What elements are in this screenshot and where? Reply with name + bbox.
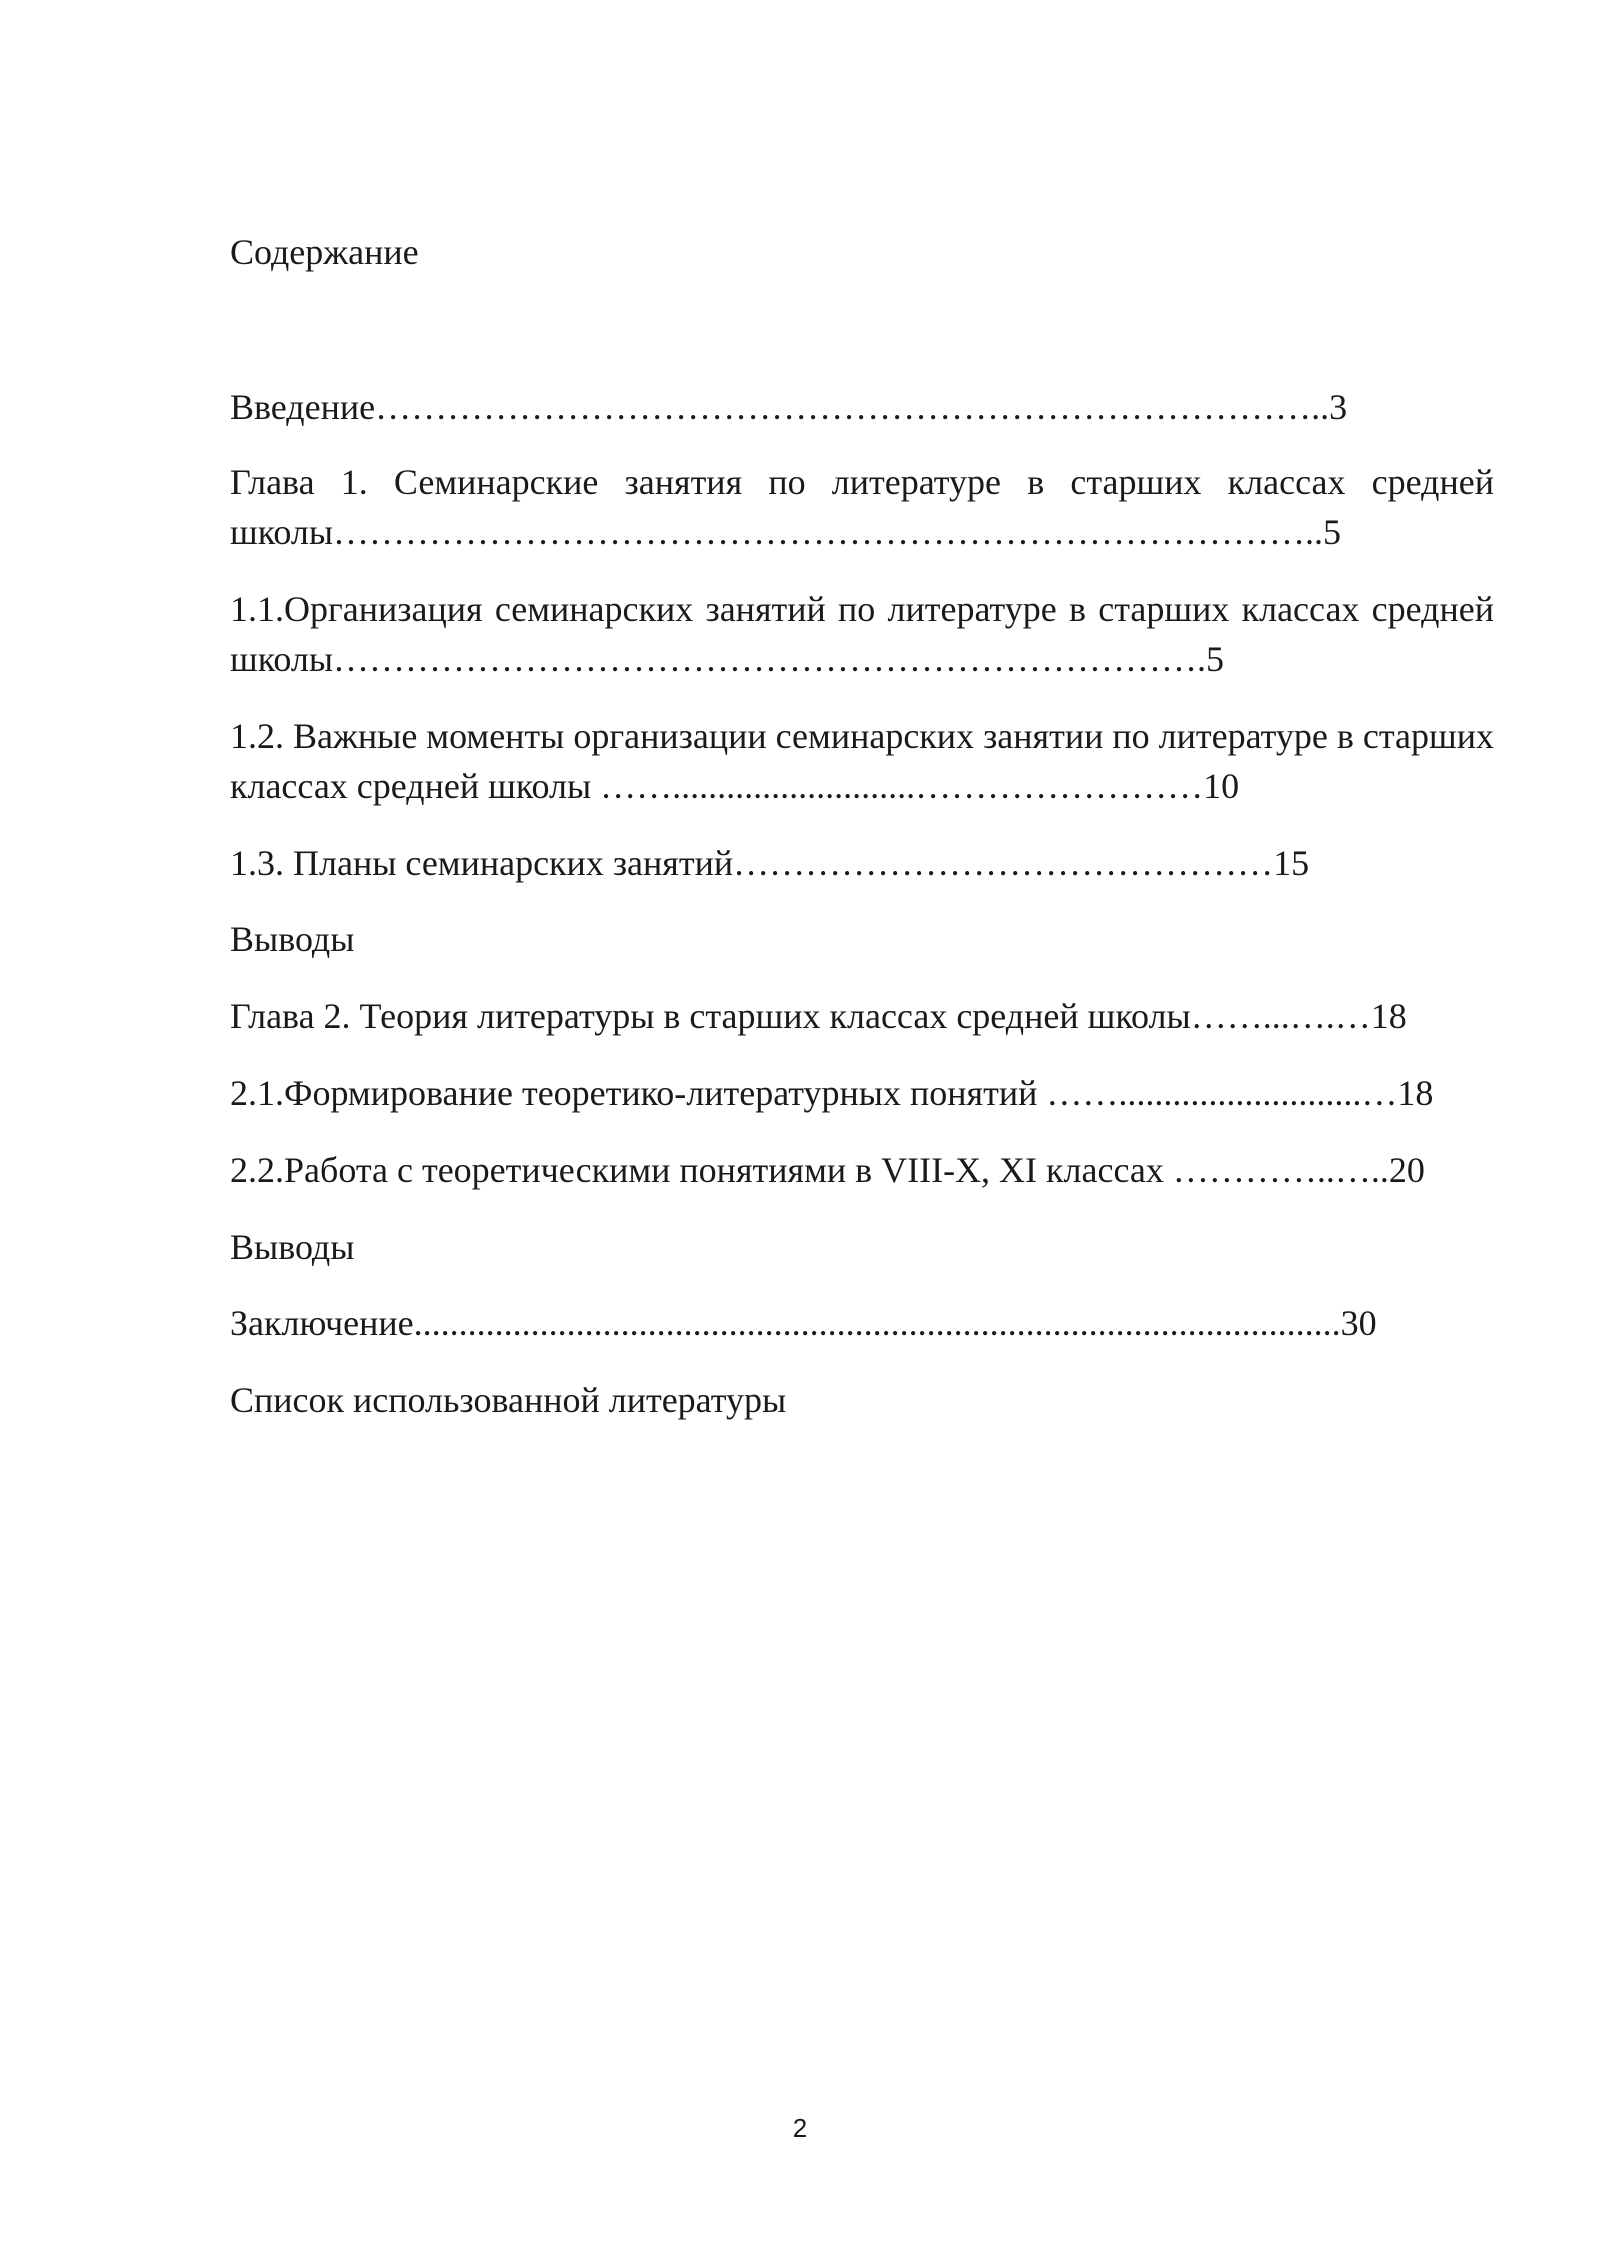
toc-entry-conclusions-1: Выводы	[230, 919, 355, 959]
toc-entry-introduction: Введение……………………………………………………………………..3	[230, 387, 1348, 427]
toc-entry-section-2-2: 2.2.Работа с теоретическими понятиями в VIII-X, XI классах …………..…..20	[230, 1150, 1425, 1190]
toc-entry-chapter-2: Глава 2. Теория литературы в старших классах средней школы……...….…18	[230, 996, 1407, 1036]
toc-entry-conclusion: Заключение.......................................................................................................30	[230, 1303, 1377, 1343]
toc-entry-section-1-2: 1.2. Важные моменты организации семинарских занятии по литературе в старших классах средней школы ……...........................……………………10	[230, 716, 1494, 806]
page-number: 2	[792, 2113, 808, 2143]
toc-entry-conclusions-2: Выводы	[230, 1227, 355, 1267]
toc-entry-bibliography: Список использованной литературы	[230, 1380, 787, 1420]
toc-entry-section-1-1: 1.1.Организация семинарских занятий по литературе в старших классах средней школы……………………………………………………………….5	[230, 589, 1494, 679]
toc-title: Содержание	[230, 232, 419, 272]
toc-entry-section-2-1: 2.1.Формирование теоретико-литературных понятий ……...........................…18	[230, 1073, 1434, 1113]
toc-entry-chapter-1: Глава 1. Семинарские занятия по литературе в старших классах средней школы………………………………………………………………………..5	[230, 462, 1494, 552]
toc-entry-section-1-3: 1.3. Планы семинарских занятий………………………………………15	[230, 843, 1310, 883]
